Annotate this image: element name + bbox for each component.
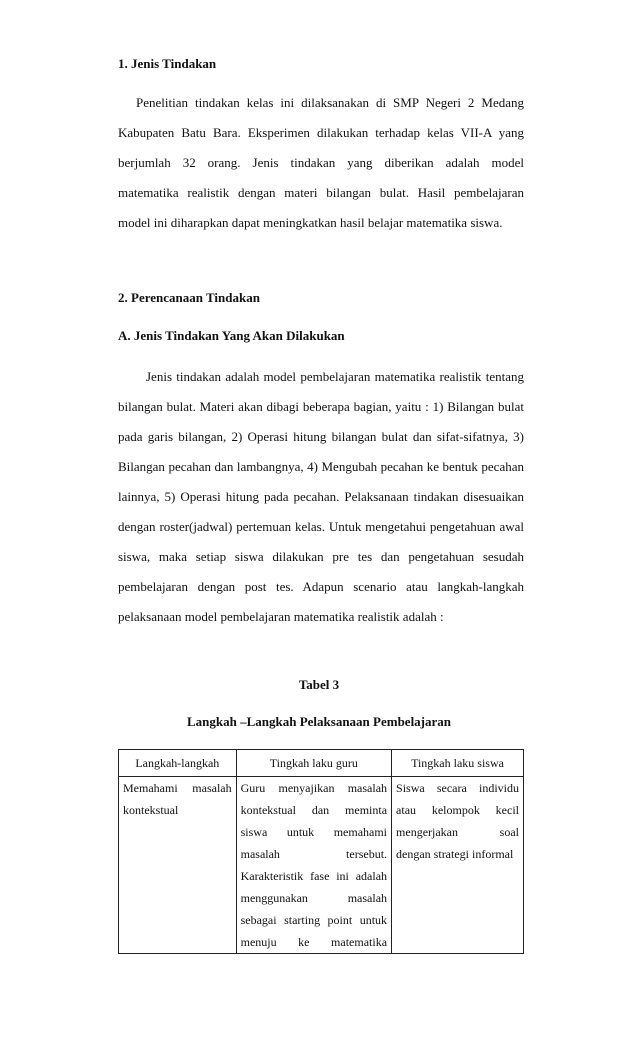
paragraph-line: lainnya, 5) Operasi hitung pada pecahan. Pelaksanaan tindakan disesuaikan — [118, 489, 524, 504]
paragraph-line: dengan roster(jadwal) pertemuan kelas. Untuk mengetahui pengetahuan awal — [118, 519, 524, 534]
cell-line: Guru menyajikan masalah — [240, 781, 388, 795]
cell-line: Karakteristik fase ini adalah — [240, 869, 388, 883]
paragraph-line: siswa, maka setiap siswa dilakukan pre tes dan pengetahuan sesudah — [118, 549, 524, 564]
cell-line: kontekstual — [123, 803, 179, 817]
cell-line: sebagai starting point untuk — [240, 913, 388, 927]
paragraph-line: Penelitian tindakan kelas ini dilaksanakan di SMP Negeri 2 Medang — [136, 95, 524, 110]
paragraph-line: Kabupaten Batu Bara. Eksperimen dilakukan terhadap kelas VII-A yang — [118, 125, 524, 140]
paragraph-line: pada garis bilangan, 2) Operasi hitung bilangan bulat dan sifat-sifatnya, 3) — [118, 429, 524, 444]
paragraph-line: Bilangan pecahan dan lambangnya, 4) Mengubah pecahan ke bentuk pecahan — [118, 459, 524, 474]
paragraph-line: Jenis tindakan adalah model pembelajaran matematika realistik tentang — [146, 369, 524, 384]
table-header-row — [119, 750, 524, 777]
table-cell-teacher — [236, 777, 391, 954]
cell-line: mengerjakan soal — [396, 825, 519, 839]
paragraph-line: model ini diharapkan dapat meningkatkan hasil belajar matematika siswa. — [118, 215, 503, 230]
cell-line: atau kelompok kecil — [396, 803, 519, 817]
cell-line: kontekstual dan meminta — [240, 803, 388, 817]
table-label: Tabel 3 — [298, 677, 340, 692]
cell-line: siswa untuk memahami — [240, 825, 388, 839]
table-row — [119, 777, 524, 954]
column-header: Langkah-langkah — [119, 750, 237, 777]
table-cell-step — [119, 777, 237, 954]
table-cell-student — [392, 777, 524, 954]
column-header: Tingkah laku guru — [236, 750, 391, 777]
cell-line: masalah tersebut. — [240, 847, 388, 861]
section-2a-paragraph — [118, 362, 524, 632]
paragraph-line: pelaksanaan model pembelajaran matematika realistik adalah : — [118, 609, 444, 624]
section-2-heading: 2. Perencanaan Tindakan — [118, 290, 260, 305]
paragraph-line: berjumlah 32 orang. Jenis tindakan yang diberikan adalah model — [118, 155, 524, 170]
table-title: Langkah –Langkah Pelaksanaan Pembelajaran — [186, 714, 452, 729]
section-1-paragraph — [118, 88, 524, 238]
steps-table — [118, 749, 524, 954]
section-2a-subheading: A. Jenis Tindakan Yang Akan Dilakukan — [118, 328, 345, 343]
cell-line: menggunakan masalah — [240, 891, 388, 905]
section-1-heading: 1. Jenis Tindakan — [118, 56, 217, 71]
cell-line: dengan strategi informal — [396, 847, 514, 861]
paragraph-line: pembelajaran dengan post tes. Adapun scenario atau langkah-langkah — [118, 579, 524, 594]
cell-line: menuju ke matematika — [240, 935, 388, 949]
paragraph-line: matematika realistik dengan materi bilangan bulat. Hasil pembelajaran — [118, 185, 524, 200]
cell-line: Siswa secara individu — [396, 781, 519, 795]
paragraph-line: bilangan bulat. Materi akan dibagi beberapa bagian, yaitu : 1) Bilangan bulat — [118, 399, 524, 414]
column-header: Tingkah laku siswa — [392, 750, 524, 777]
cell-line: Memahami masalah — [123, 781, 232, 795]
